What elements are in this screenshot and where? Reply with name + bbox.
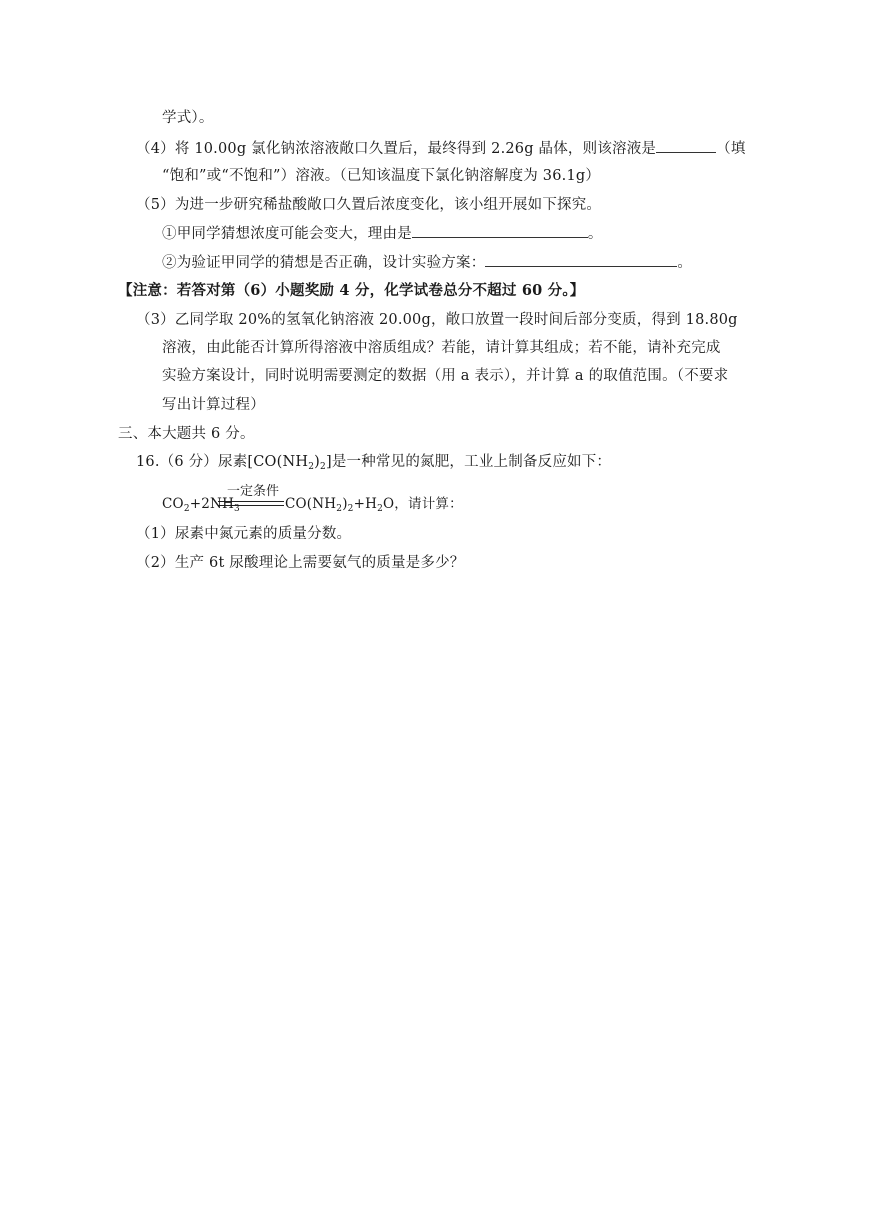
question-4-line-1 (136, 138, 746, 159)
text: ]是一种常见的氮肥，工业上制备反应如下： (325, 454, 612, 470)
reaction-condition: 一定条件 (226, 484, 279, 499)
text: （填 (716, 141, 746, 157)
text: CO (162, 496, 184, 512)
text: （4）将 10.00g 氯化钠浓溶液敞口久置后，最终得到 2.26g 晶体，则该溶液是 (136, 141, 657, 157)
question-16-part-2 (136, 553, 465, 573)
text: 三、本大题共 6 分。 (118, 426, 255, 442)
text: （2）生产 6t 尿酸理论上需要氨气的质量是多少？ (136, 555, 465, 571)
answer-blank[interactable] (412, 223, 588, 238)
text: （5）为进一步研究稀盐酸敞口久置后浓度变化，该小组开展如下探究。 (136, 197, 602, 213)
answer-blank[interactable] (485, 252, 677, 267)
text-line-1 (162, 108, 214, 128)
question-16-part-1 (136, 524, 351, 544)
answer-blank[interactable] (656, 138, 716, 153)
subscript: 2 (347, 504, 354, 514)
text: CO(NH (285, 496, 337, 512)
question-3-line-2 (162, 338, 721, 358)
text: 写出计算过程） (162, 397, 265, 413)
question-16-line (136, 452, 611, 472)
text: 16.（6 分）尿素[CO(NH (136, 454, 309, 470)
text: 。 (587, 226, 603, 242)
text: ) (342, 496, 348, 512)
equation-right-side (285, 494, 463, 514)
subscript: 2 (183, 504, 190, 514)
question-5-part-1 (162, 223, 603, 244)
text: （3）乙同学取 20%的氢氧化钠溶液 20.00g，敞口放置一段时间后部分变质，得到 18.80g (136, 312, 738, 328)
text: +2NH (189, 496, 235, 512)
subscript: 3 (234, 504, 240, 514)
question-5-part-2 (162, 252, 692, 273)
question-5-line (136, 195, 601, 215)
text: 。 (677, 255, 693, 271)
text: 【注意：若答对第（6）小题奖励 4 分，化学试卷总分不超过 60 分。】 (118, 282, 585, 299)
subscript: 2 (377, 504, 384, 514)
subscript: 2 (320, 462, 326, 472)
text: 学式）。 (162, 110, 214, 126)
bonus-note (118, 281, 585, 301)
section-3-heading (118, 424, 255, 444)
question-3-line-1 (136, 310, 738, 330)
question-3-line-4 (162, 395, 265, 415)
text: O，请计算： (383, 496, 463, 512)
subscript: 2 (308, 462, 315, 472)
subscript: 2 (336, 504, 343, 514)
equation-left-side (162, 494, 240, 514)
text: ①甲同学猜想浓度可能会变大，理由是 (162, 226, 412, 242)
text: 溶液，由此能否计算所得溶液中溶质组成？若能，请计算其组成；若不能，请补充完成 (162, 340, 721, 356)
text: +H (353, 496, 378, 512)
text: ②为验证甲同学的猜想是否正确，设计实验方案： (162, 255, 486, 271)
text: “饱和”或“不饱和”）溶液。（已知该温度下氯化钠溶解度为 36.1g） (162, 168, 601, 184)
question-3-line-3 (162, 366, 728, 386)
text: ) (314, 454, 321, 470)
text: （1）尿素中氮元素的质量分数。 (136, 526, 352, 542)
text: 实验方案设计，同时说明需要测定的数据（用 a 表示），并计算 a 的取值范围。（不要求 (162, 368, 729, 384)
question-4-line-2 (162, 166, 600, 186)
